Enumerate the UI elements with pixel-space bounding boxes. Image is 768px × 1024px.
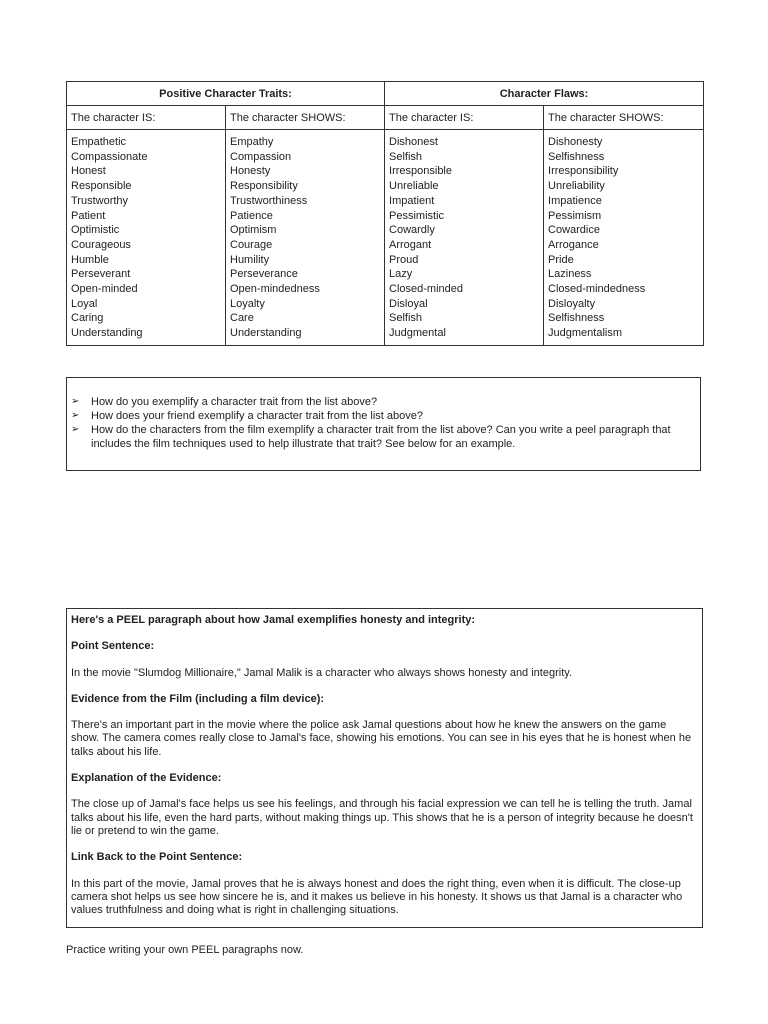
list-item: Caring <box>71 312 104 325</box>
positive-is-subheader: The character IS: <box>67 106 226 130</box>
list-item: Lazy <box>389 268 413 281</box>
list-item: Open-mindedness <box>230 283 320 296</box>
list-item: Judgmental <box>389 327 446 340</box>
question-text: How do you exemplify a character trait from the list above? <box>91 396 378 408</box>
positive-shows-list <box>226 130 385 346</box>
list-item: Closed-minded <box>389 283 463 296</box>
list-item: Irresponsibility <box>548 165 619 178</box>
list-item: Disloyal <box>389 297 428 310</box>
positive-traits-header: Positive Character Traits: <box>67 82 385 106</box>
list-item: Loyalty <box>230 297 265 310</box>
question-text: How does your friend exemplify a character trait from the list above? <box>91 410 423 422</box>
list-item: Arrogant <box>389 238 432 251</box>
evidence-text: There's an important part in the movie where the police ask Jamal questions about how he knew the answers on the game show. The camera comes really close to Jamal's face, showing his emotions. You can see in his eyes that he is honest when he talks about his life. <box>71 719 692 758</box>
list-item: Open-minded <box>71 283 138 296</box>
explanation-heading: Explanation of the Evidence: <box>71 772 222 785</box>
list-item: Unreliability <box>548 180 605 193</box>
list-item: Optimism <box>230 224 277 237</box>
list-item: Closed-mindedness <box>548 283 646 296</box>
list-item: Empathetic <box>71 136 127 148</box>
list-item: Patience <box>230 209 273 222</box>
list-item: Humility <box>230 253 270 266</box>
table-header-row <box>67 82 704 106</box>
list-item: Courageous <box>71 238 131 251</box>
list-item: Compassion <box>230 150 292 163</box>
list-item: Responsible <box>71 180 132 193</box>
list-item: Humble <box>71 253 109 266</box>
list-item: Impatient <box>389 194 435 207</box>
flaws-shows-list <box>544 130 704 346</box>
arrow-bullet-icon: ➢ <box>71 424 80 435</box>
positive-is-list <box>67 130 226 346</box>
list-item: Selfish <box>389 312 423 325</box>
list-item: Optimistic <box>71 224 120 237</box>
evidence-heading: Evidence from the Film (including a film device): <box>71 692 325 705</box>
table-row <box>67 130 704 346</box>
flaws-shows-subheader: The character SHOWS: <box>544 106 704 130</box>
list-item: Selfishness <box>548 150 605 163</box>
arrow-bullet-icon: ➢ <box>71 410 80 421</box>
positive-shows-subheader: The character SHOWS: <box>226 106 385 130</box>
list-item: Compassionate <box>71 150 148 163</box>
list-item: Courage <box>230 238 273 251</box>
list-item: Laziness <box>548 268 592 281</box>
link-text: In this part of the movie, Jamal proves that he is always honest and does the right thing, even when it is difficult. The close-up camera shot helps us see how sincere he is, and it makes us believe in his honesty. It shows us that Jamal is a character who values truthfulness and doing what is right in challenging situations. <box>71 877 683 917</box>
list-item: Empathy <box>230 136 274 148</box>
peel-title: Here's a PEEL paragraph about how Jamal exemplifies honesty and integrity: <box>71 614 476 626</box>
list-item: Cowardice <box>548 224 600 237</box>
link-heading: Link Back to the Point Sentence: <box>71 851 243 864</box>
character-traits-table <box>66 81 704 346</box>
list-item: Pride <box>548 253 574 266</box>
list-item: Pessimistic <box>389 209 445 222</box>
list-item: Impatience <box>548 194 602 207</box>
list-item <box>71 409 692 423</box>
list-item: Honesty <box>230 165 271 178</box>
list-item: Cowardly <box>389 224 435 237</box>
list-item: Unreliable <box>389 180 439 193</box>
question-text: How do the characters from the film exemplify a character trait from the list above? Can you write a peel paragraph that includes the film techniques used to help illustrate that trait? See below for an example. <box>91 424 671 450</box>
list-item: Proud <box>389 253 419 266</box>
list-item <box>71 395 692 409</box>
arrow-bullet-icon: ➢ <box>71 396 80 407</box>
list-item: Perseverant <box>71 268 131 281</box>
explanation-text: The close up of Jamal's face helps us see his feelings, and through his facial expression we can tell he is telling the truth. Jamal talks about his life, even the hard parts, without making things up. This shows that he is a person of integrity because he doesn't lie or pretend to win the game. <box>71 798 693 837</box>
list-item: Understanding <box>230 327 302 340</box>
peel-example-box <box>66 608 703 928</box>
list-item: Patient <box>71 209 106 222</box>
list-item: Dishonesty <box>548 136 603 148</box>
list-item: Responsibility <box>230 180 298 193</box>
list-item: Arrogance <box>548 238 599 251</box>
questions-box <box>66 377 701 471</box>
list-item: Understanding <box>71 327 143 340</box>
list-item: Perseverance <box>230 268 298 281</box>
list-item: Pessimism <box>548 209 602 222</box>
list-item: Trustworthy <box>71 194 129 207</box>
list-item: Dishonest <box>389 136 438 148</box>
list-item: Loyal <box>71 297 98 310</box>
list-item: Irresponsible <box>389 165 452 178</box>
list-item <box>71 423 692 451</box>
flaws-is-list <box>385 130 544 346</box>
list-item: Care <box>230 312 254 325</box>
character-flaws-header: Character Flaws: <box>385 82 704 106</box>
list-item: Disloyalty <box>548 297 596 310</box>
list-item: Selfish <box>389 150 423 163</box>
list-item: Trustworthiness <box>230 194 308 207</box>
point-heading: Point Sentence: <box>71 640 155 653</box>
practice-instruction: Practice writing your own PEEL paragraphs now. <box>66 944 304 956</box>
list-item: Judgmentalism <box>548 327 622 340</box>
flaws-is-subheader: The character IS: <box>385 106 544 130</box>
list-item: Selfishness <box>548 312 605 325</box>
point-text: In the movie "Slumdog Millionaire," Jamal Malik is a character who always shows honesty and integrity. <box>71 666 572 679</box>
list-item: Honest <box>71 165 106 178</box>
table-subheader-row <box>67 106 704 130</box>
